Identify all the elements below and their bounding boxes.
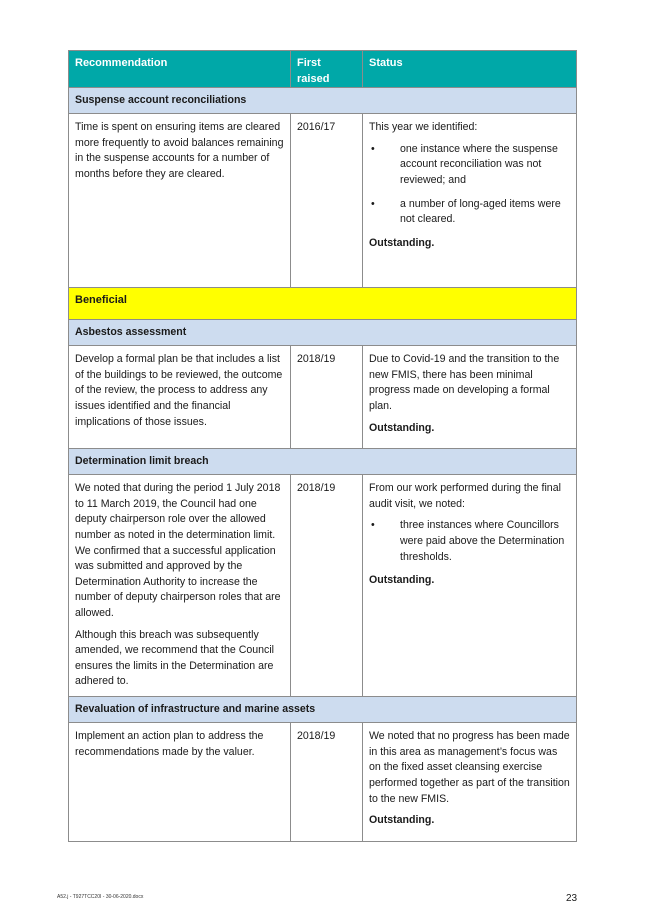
header-status: Status — [363, 51, 577, 88]
status-text: Due to Covid-19 and the transition to the new FMIS, there has been minimal progress made on developing a formal plan. — [369, 353, 560, 412]
status-intro: This year we identified: — [369, 121, 478, 134]
list-item: • a number of long-aged items were not cleared. — [371, 197, 561, 226]
priority-row — [69, 288, 577, 320]
status-bullets — [369, 142, 570, 228]
status-outcome: Outstanding. — [369, 574, 435, 587]
status-cell — [363, 723, 577, 842]
recommendations-table — [68, 50, 577, 842]
status-outcome: Outstanding. — [369, 421, 435, 434]
list-item: • one instance where the suspense account reconciliation was not reviewed; and — [371, 142, 558, 186]
bullet-icon: • — [371, 519, 375, 532]
first-raised-cell: 2018/19 — [291, 346, 363, 449]
section-title: Asbestos assessment — [69, 320, 577, 346]
table-row — [69, 723, 577, 842]
first-raised-cell: 2018/19 — [291, 723, 363, 842]
table-row — [69, 114, 577, 288]
table-row — [69, 346, 577, 449]
header-first-raised: First raised — [291, 51, 363, 88]
recommendation-cell: Implement an action plan to address the recommendations made by the valuer. — [69, 723, 291, 842]
section-title: Determination limit breach — [69, 449, 577, 475]
recommendation-cell: Time is spent on ensuring items are cleared more frequently to avoid balances remaining in the suspense accounts for a number of months before they are cleared. — [69, 114, 291, 288]
priority-label: Beneficial — [69, 288, 577, 320]
recommendation-paragraph: We noted that during the period 1 July 2018 to 11 March 2019, the Council had one deputy chairperson role over the allowed number as noted in the determination limit. We confirmed that a successful application was submitted and approved by the Determination Authority to increase the number of deputy chairperson roles that are allowed. — [75, 482, 281, 619]
first-raised-cell: 2016/17 — [291, 114, 363, 288]
section-title: Suspense account reconciliations — [69, 88, 577, 114]
list-item: • three instances where Councillors were paid above the Determination thresholds. — [371, 519, 565, 563]
status-bullets — [369, 518, 570, 565]
status-outcome: Outstanding. — [369, 236, 435, 249]
status-intro: From our work performed during the final audit visit, we noted: — [369, 482, 561, 510]
header-recommendation: Recommendation — [69, 51, 291, 88]
section-title: Revaluation of infrastructure and marine assets — [69, 697, 577, 723]
status-cell — [363, 114, 577, 288]
first-raised-cell: 2018/19 — [291, 475, 363, 697]
bullet-icon: • — [371, 142, 375, 155]
recommendation-paragraph: Although this breach was subsequently amended, we recommend that the Council ensures the limits in the Determination are adhered to. — [75, 628, 275, 688]
status-outcome: Outstanding. — [369, 814, 435, 827]
table-row — [69, 475, 577, 697]
bullet-icon: • — [371, 197, 375, 210]
table-header — [69, 51, 577, 88]
status-cell — [363, 475, 577, 697]
section-row — [69, 320, 577, 346]
status-text: We noted that no progress has been made in this area as management’s focus was on the fixed asset cleansing exercise performed together as part of the transition to the new FMIS. — [369, 730, 570, 805]
recommendation-cell — [69, 475, 291, 697]
document-reference: A52.j - T927TCC20I - 30-06-2020.docx — [57, 894, 144, 900]
status-cell — [363, 346, 577, 449]
section-row — [69, 697, 577, 723]
recommendation-cell: Develop a formal plan be that includes a list of the buildings to be reviewed, the outcome of the review, the process to address any issues identified and the financial implications of those issues. — [69, 346, 291, 449]
section-row — [69, 88, 577, 114]
section-row — [69, 449, 577, 475]
page-number: 23 — [566, 893, 578, 904]
